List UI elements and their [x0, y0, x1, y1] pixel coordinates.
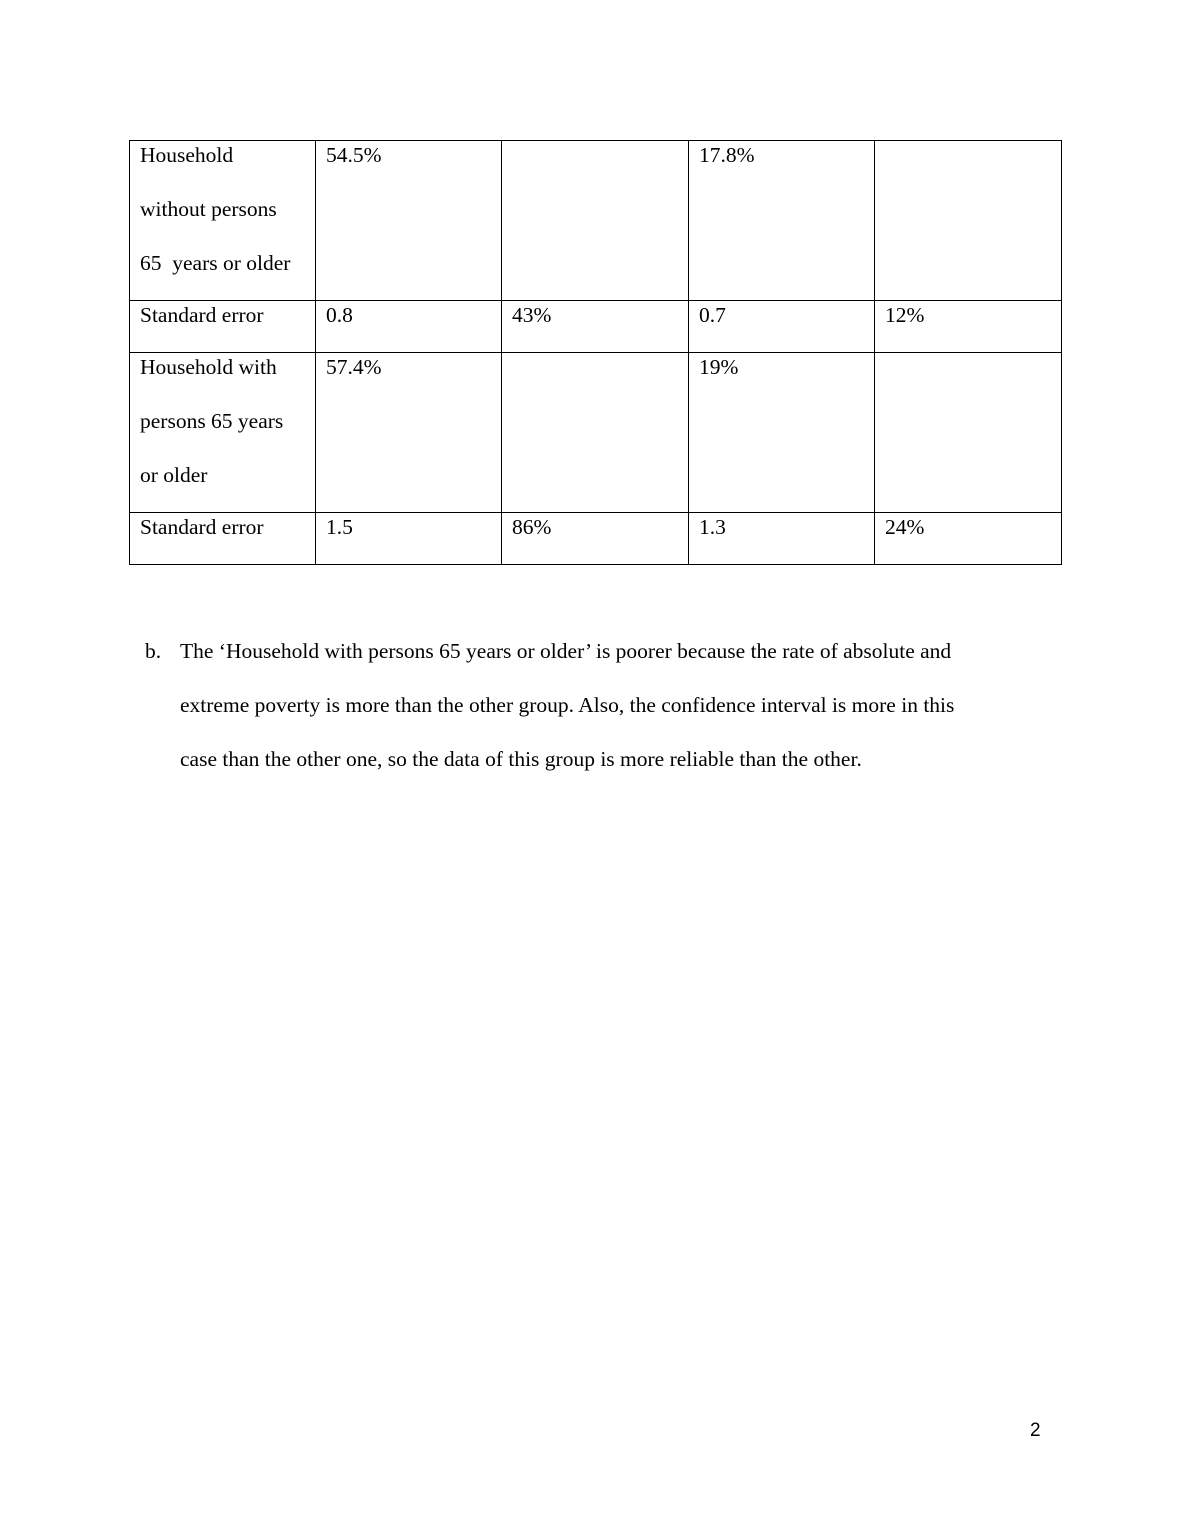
table-cell: 17.8% [689, 141, 875, 301]
table-cell: 86% [502, 513, 689, 565]
table-row [130, 513, 1062, 565]
table-cell: 54.5% [316, 141, 502, 301]
table-cell: 24% [875, 513, 1062, 565]
answer-text [180, 624, 1045, 786]
table-cell: 0.8 [316, 301, 502, 353]
answer-line: case than the other one, so the data of this group is more reliable than the other. [180, 747, 862, 771]
poverty-rates-table [129, 140, 1062, 565]
table-cell: 0.7 [689, 301, 875, 353]
answer-line: extreme poverty is more than the other group. Also, the confidence interval is more in this [180, 693, 955, 717]
table-cell: 1.5 [316, 513, 502, 565]
page-number: 2 [1030, 1420, 1041, 1441]
row-label-line: without persons [140, 197, 277, 221]
row-label-line: or older [140, 463, 208, 487]
answer-b-paragraph [145, 624, 1045, 786]
table-cell [875, 141, 1062, 301]
table-cell [502, 353, 689, 513]
row-label-cell [130, 141, 316, 301]
row-label-line: Standard error [140, 303, 264, 327]
table-row [130, 353, 1062, 513]
answer-line: The ‘Household with persons 65 years or older’ is poorer because the rate of absolute and [180, 639, 952, 663]
table-cell: 57.4% [316, 353, 502, 513]
table-cell: 19% [689, 353, 875, 513]
table-cell [875, 353, 1062, 513]
table-cell: 43% [502, 301, 689, 353]
row-label-line: 65 years or older [140, 251, 291, 275]
table-row [130, 141, 1062, 301]
table-cell: 1.3 [689, 513, 875, 565]
row-label-line: persons 65 years [140, 409, 284, 433]
row-label-cell [130, 513, 316, 565]
row-label-line: Standard error [140, 515, 264, 539]
table-cell [502, 141, 689, 301]
row-label-line: Household with [140, 355, 277, 379]
row-label-cell [130, 353, 316, 513]
list-marker: b. [145, 639, 162, 663]
table-cell: 12% [875, 301, 1062, 353]
row-label-line: Household [140, 143, 234, 167]
